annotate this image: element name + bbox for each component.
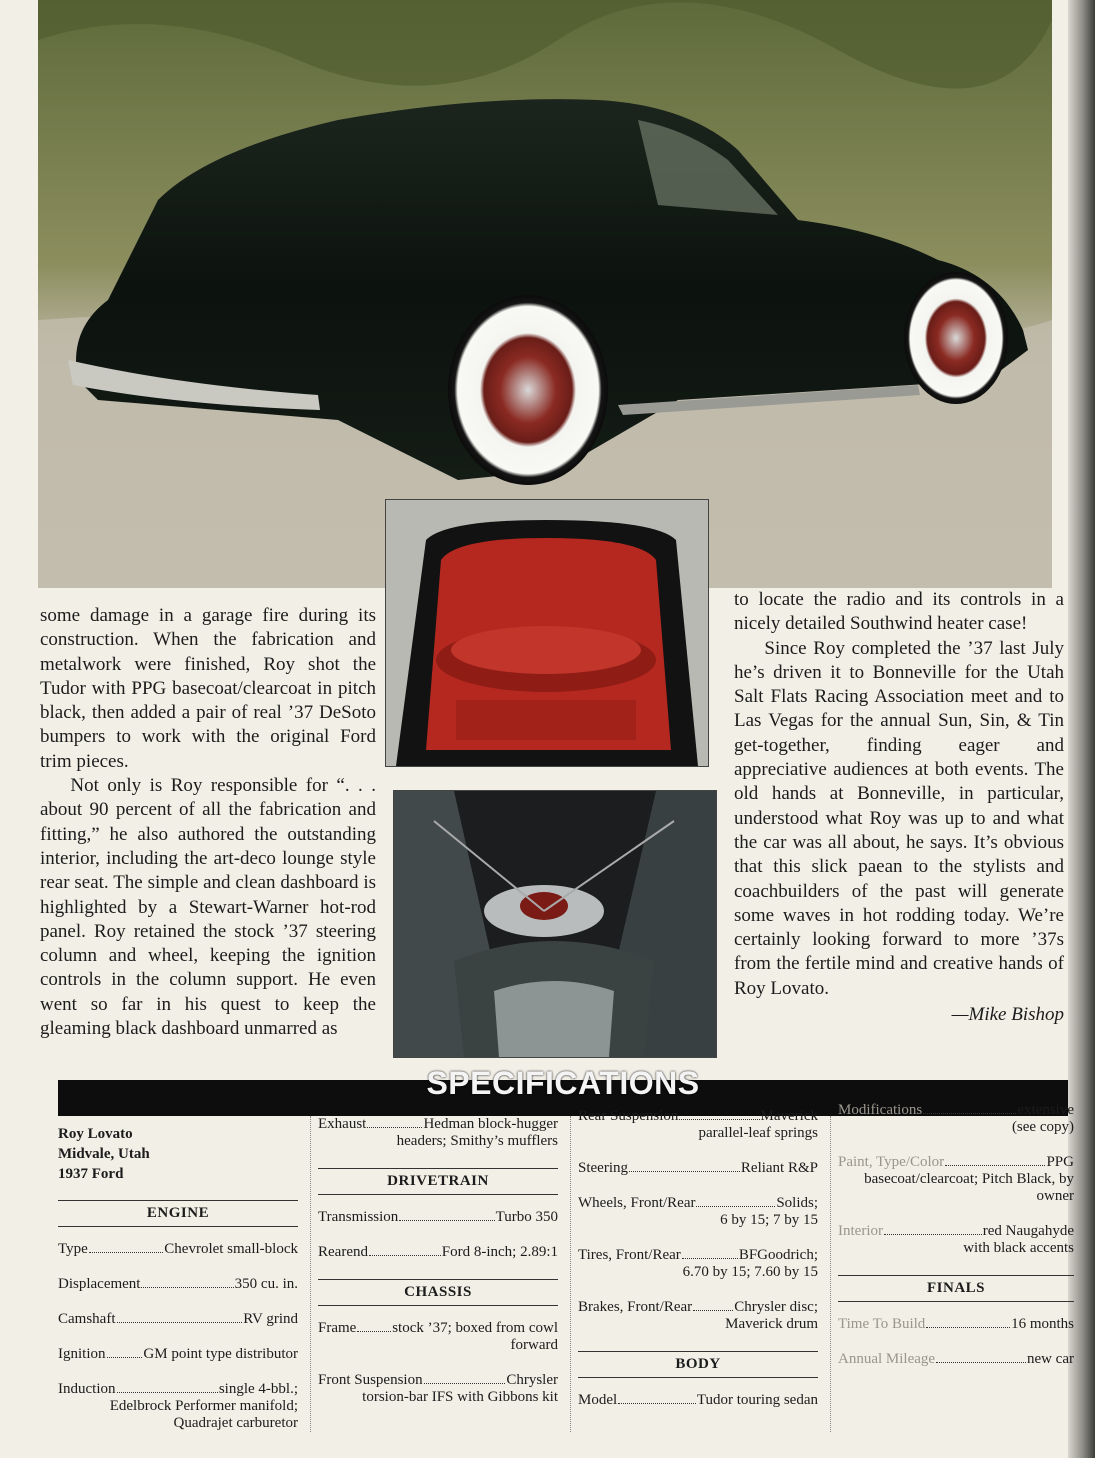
owner-location: Midvale, Utah (58, 1146, 150, 1162)
spec-row-brakes: Brakes, Front/Rear Chrysler disc; Maverick drum (578, 1299, 818, 1332)
spec-row-wheels: Wheels, Front/Rear Solids; 6 by 15; 7 by 15 (578, 1195, 818, 1228)
article-paragraph: to locate the radio and its controls in a nicely detailed Southwind heater case! (734, 589, 1064, 635)
owner-info (58, 1124, 298, 1184)
spec-row-ignition: Ignition GM point type distributor (58, 1346, 298, 1362)
specifications-title: SPECIFICATIONS (426, 1065, 700, 1101)
specs-column-1 (58, 1102, 298, 1450)
finals-heading: FINALS (838, 1275, 1074, 1302)
spec-row-modifications: Modifications extensive (see copy) (838, 1102, 1074, 1135)
article-paragraph: Not only is Roy responsible for “. . . about 90 percent of all the fabrication and fitting,” he also authored the outstanding interior, including the art-deco lounge style rear seat. The simple and clean dashboard is highlighted by a Stewart-Warner hot-rod panel. Roy retained the stock ’37 steering column and wheel, keeping the ignition controls in the column support. He even went so far in his quest to keep the gleaming black dashboard unmarred as (40, 775, 376, 1040)
chassis-heading: CHASSIS (318, 1279, 558, 1306)
spec-row-engine-type: Type Chevrolet small-block (58, 1241, 298, 1257)
spec-row-frame: Frame stock ’37; boxed from cowl forward (318, 1320, 558, 1353)
specs-column-2 (318, 1102, 558, 1424)
article-paragraph: Since Roy completed the ’37 last July he’s driven it to Bonneville for the Utah Salt Flats Racing Association meet and to Las Vegas for the annual Sun, Sin, & Tin get-together, finding eager and appreciative audiences at both events. The old hands at Bonneville, in particular, understood what Roy was up to and what the car was all about, he says. It’s obvious that this slick paean to the stylists and coachbuilders of the past will generate some waves in hot rodding today. We’re certainly looking forward to more ’37s from the fertile mind and creative hands of Roy Lovato. (734, 637, 1064, 999)
engine-heading: ENGINE (58, 1200, 298, 1227)
specs-column-3 (578, 1102, 818, 1427)
spec-row-steering: Steering Reliant R&P (578, 1160, 818, 1176)
spec-row-camshaft: Camshaft RV grind (58, 1311, 298, 1327)
column-divider (830, 1116, 831, 1432)
spec-row-interior: Interior red Naugahyde with black accents (838, 1223, 1074, 1256)
car-model-year: 1937 Ford (58, 1166, 124, 1182)
column-divider (310, 1116, 311, 1432)
spec-row-tires: Tires, Front/Rear BFGoodrich; 6.70 by 15; 7.60 by 15 (578, 1247, 818, 1280)
spec-row-transmission: Transmission Turbo 350 (318, 1209, 558, 1225)
spec-row-displacement: Displacement 350 cu. in. (58, 1276, 298, 1292)
trunk-photo (385, 499, 709, 767)
article-left-column (40, 604, 376, 1041)
spec-row-rear-suspension: Rear Suspension Maverick parallel-leaf springs (578, 1108, 818, 1141)
engine-photo (393, 790, 717, 1058)
spec-row-exhaust: Exhaust Hedman block-hugger headers; Smithy’s mufflers (318, 1116, 558, 1149)
spec-row-paint: Paint, Type/Color PPG basecoat/clearcoat; Pitch Black, by owner (838, 1154, 1074, 1204)
author-signature: —Mike Bishop (951, 1004, 1064, 1026)
spec-row-induction: Induction single 4-bbl.; Edelbrock Performer manifold; Quadrajet carburetor (58, 1381, 298, 1431)
article-paragraph: some damage in a garage fire during its construction. When the fabrication and metalwork were finished, Roy shot the Tudor with PPG basecoat/clearcoat in pitch black, then added a pair of real ’37 DeSoto bumpers to work with the original Ford trim pieces. (40, 605, 376, 772)
spec-row-annual-mileage: Annual Mileage new car (838, 1351, 1074, 1367)
spec-row-time-to-build: Time To Build 16 months (838, 1316, 1074, 1332)
specs-column-4 (838, 1102, 1074, 1386)
drivetrain-heading: DRIVETRAIN (318, 1168, 558, 1195)
article-right-column (734, 588, 1064, 1027)
spec-row-front-suspension: Front Suspension Chrysler torsion-bar IFS with Gibbons kit (318, 1372, 558, 1405)
spec-row-rearend: Rearend Ford 8-inch; 2.89:1 (318, 1244, 558, 1260)
column-divider (570, 1116, 571, 1432)
spec-row-model: Model Tudor touring sedan (578, 1392, 818, 1408)
owner-name: Roy Lovato (58, 1126, 133, 1142)
body-heading: BODY (578, 1351, 818, 1378)
